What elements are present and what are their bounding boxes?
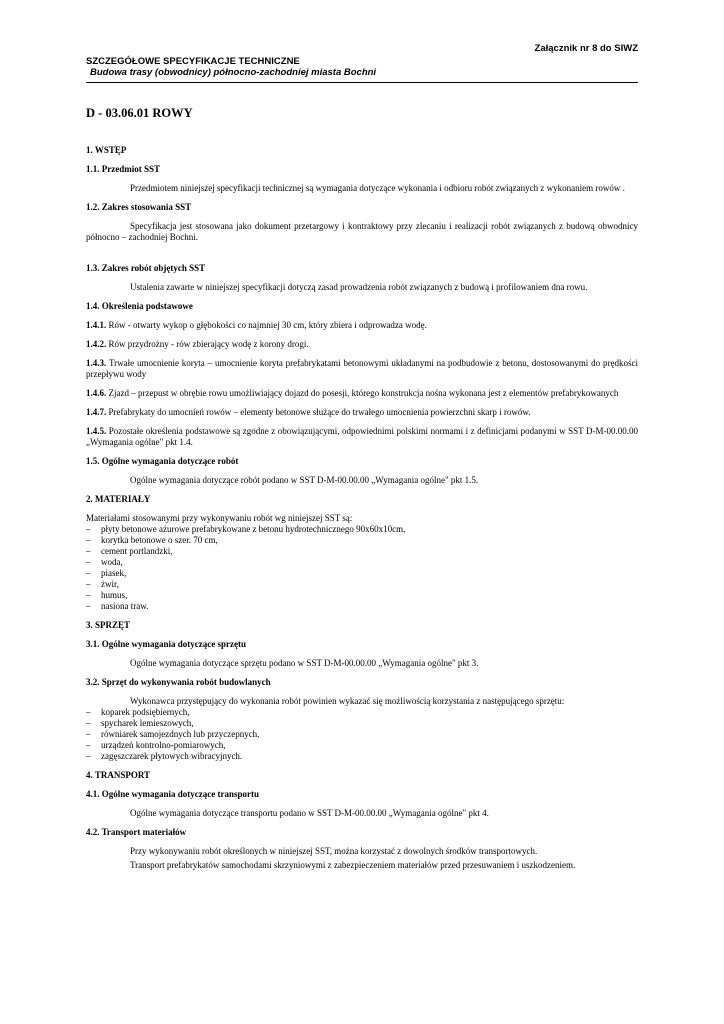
list-item: – koparek podsiębiernych,: [86, 707, 638, 718]
subsection-heading: 3.2. Sprzęt do wykonywania robót budowlanych: [86, 677, 271, 687]
definition-item: [86, 339, 638, 350]
subsection-heading: 1.1. Przedmiot SST: [86, 164, 160, 174]
section-heading: 3. SPRZĘT: [86, 620, 131, 630]
definition-item: [86, 320, 638, 331]
list-item: – zagęszczarek płytowych wibracyjnych.: [86, 751, 638, 762]
list-item: – humus,: [86, 590, 638, 601]
definition-item: [86, 407, 638, 418]
list-item: – piasek,: [86, 568, 638, 579]
subsection-heading: 1.2. Zakres stosowania SST: [86, 202, 192, 212]
subsection-heading: 1.4. Określenia podstawowe: [86, 301, 193, 311]
paragraph: Materiałami stosowanymi przy wykonywaniu robót wg niniejszej SST są:: [86, 513, 353, 523]
definition-item: [86, 388, 638, 399]
document-body: [86, 106, 638, 871]
definition-number: 1.4.2.: [86, 339, 107, 349]
spec-subtitle: Budowa trasy (obwodnicy) północno-zachodniej miasta Bochni: [90, 67, 377, 78]
paragraph: Specyfikacja jest stosowana jako dokument przetargowy i kontraktowy przy zlecaniu i realizacji robót związanych z budową obwodnicy północno – zachodniej Bochni.: [86, 221, 638, 242]
subsection-heading: 1.3. Zakres robót objętych SST: [86, 263, 206, 273]
definition-number: 1.4.3.: [86, 358, 107, 368]
definition-text: Trwałe umocnienie koryta – umocnienie koryta prefabrykatami betonowymi układanymi na podbudowie z betonu, dostosowanymi do prędkości przepływu wody: [86, 358, 638, 379]
definition-text: Rów przydrożny - rów zbierający wodę z korony drogi.: [106, 339, 309, 349]
paragraph: Ustalenia zawarte w niniejszej specyfikacji dotyczą zasad prowadzenia robót związanych z budową i profilowaniem dna rowu.: [130, 282, 588, 292]
spec-title: SZCZEGÓŁOWE SPECYFIKACJE TECHNICZNE: [86, 56, 300, 67]
list-item: – urządzeń kontrolno-pomiarowych,: [86, 740, 638, 751]
paragraph: Przy wykonywaniu robót określonych w niniejszej SST, można korzystać z dowolnych środków transportowych.: [130, 846, 538, 856]
paragraph: Ogólne wymagania dotyczące robót podano w SST D-M-00.00.00 „Wymagania ogólne" pkt 1.5.: [130, 475, 479, 485]
header-rule: [86, 82, 638, 83]
definition-number: 1.4.7.: [86, 407, 107, 417]
document-title: D - 03.06.01 ROWY: [86, 106, 193, 120]
equipment-list: [86, 707, 638, 762]
definition-number: 1.4.6.: [86, 388, 107, 398]
paragraph: Ogólne wymagania dotyczące sprzętu podano w SST D-M-00.00.00 „Wymagania ogólne" pkt 3.: [130, 658, 479, 668]
section-heading: 4. TRANSPORT: [86, 770, 151, 780]
section-heading: 1. WSTĘP: [86, 145, 127, 155]
list-item: – żwir,: [86, 579, 638, 590]
definition-number: 1.4.1.: [86, 320, 107, 330]
paragraph: Przedmiotem niniejszej specyfikacji technicznej są wymagania dotyczące wykonania i odbioru robót związanych z wykonaniem rowów .: [130, 183, 625, 193]
definition-number: 1.4.5.: [86, 426, 107, 436]
list-item: – spycharek lemieszowych,: [86, 718, 638, 729]
list-item: – równiarek samojezdnych lub przyczepnych,: [86, 729, 638, 740]
materials-list: [86, 524, 638, 612]
list-item: – cement portlandzki,: [86, 546, 638, 557]
subsection-heading: 4.1. Ogólne wymagania dotyczące transportu: [86, 789, 259, 799]
definition-text: Pozostałe określenia podstawowe są zgodne z obowiązującymi, odpowiednimi polskimi normami i z definicjami podanymi w SST D-M-00.00.00 „Wymagania ogólne" pkt 1.4.: [86, 426, 638, 447]
annex-label: Załącznik nr 8 do SIWZ: [534, 43, 638, 54]
definition-text: Zjazd – przepust w obrębie rowu umożliwiający dojazd do posesji, którego konstrukcja nośna wykonana jest z elementów prefabrykowanych: [106, 388, 619, 398]
paragraph: Transport prefabrykatów samochodami skrzyniowymi z zabezpieczeniem materiałów przed przesuwaniem i uszkodzeniem.: [130, 860, 576, 870]
definition-text: Prefabrykaty do umocnień rowów – elementy betonowe służące do trwałego umocnienia powierzchni skarp i rowów.: [106, 407, 531, 417]
subsection-heading: 3.1. Ogólne wymagania dotyczące sprzętu: [86, 639, 246, 649]
list-item: – nasiona traw.: [86, 601, 638, 612]
definition-item: [86, 358, 638, 380]
paragraph: Ogólne wymagania dotyczące transportu podano w SST D-M-00.00.00 „Wymagania ogólne" pkt 4.: [130, 808, 489, 818]
list-item: – korytka betonowe o szer. 70 cm,: [86, 535, 638, 546]
section-heading: 2. MATERIAŁY: [86, 494, 151, 504]
paragraph: Wykonawca przystępujący do wykonania robót powinien wykazać się możliwością korzystania z następującego sprzętu:: [130, 696, 565, 706]
list-item: – płyty betonowe ażurowe prefabrykowane z betonu hydrotechnicznego 90x60x10cm,: [86, 524, 638, 535]
subsection-heading: 4.2. Transport materiałów: [86, 827, 187, 837]
definition-item: [86, 426, 638, 448]
subsection-heading: 1.5. Ogólne wymagania dotyczące robót: [86, 456, 239, 466]
definition-text: Rów - otwarty wykop o głębokości co najmniej 30 cm, który zbiera i odprowadza wodę.: [106, 320, 427, 330]
list-item: – woda,: [86, 557, 638, 568]
